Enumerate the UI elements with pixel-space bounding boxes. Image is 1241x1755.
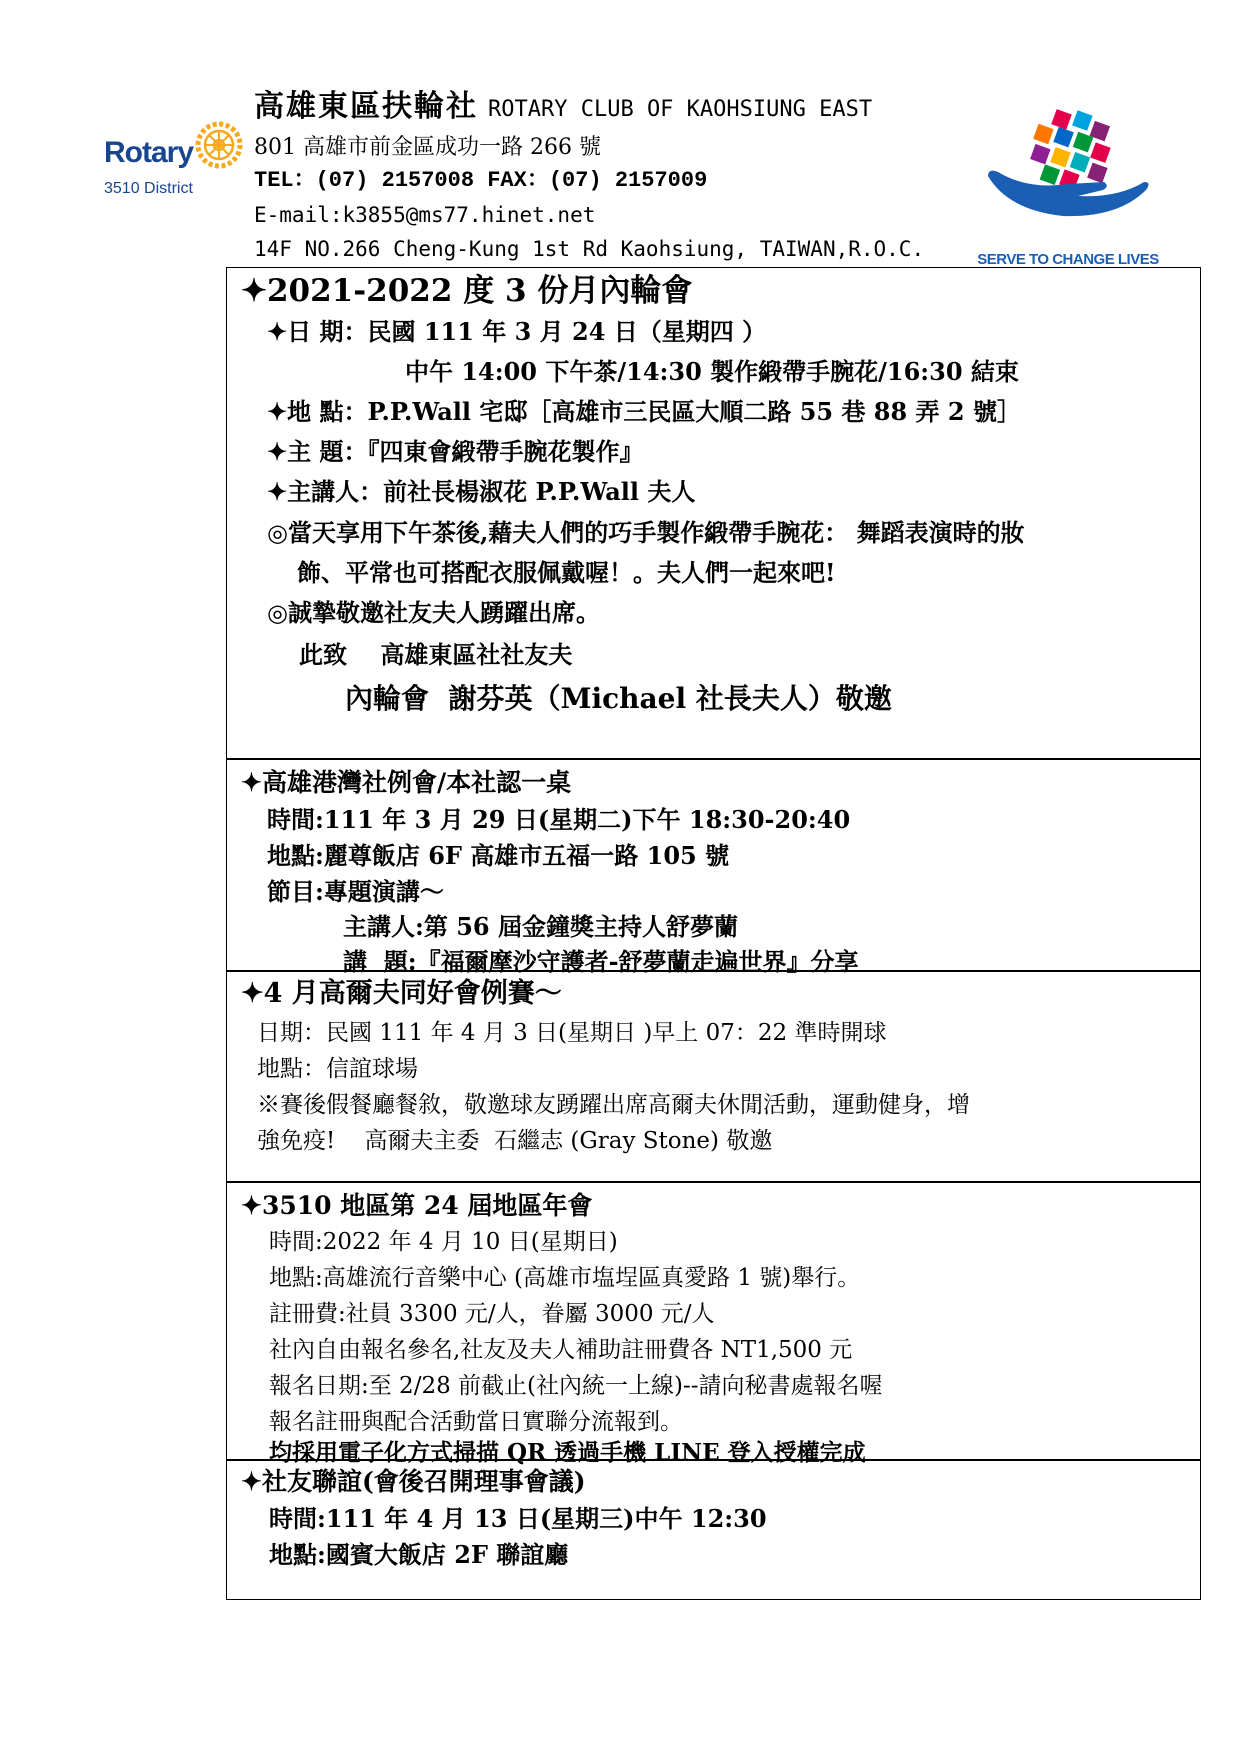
event-topic: 講 題:『福爾摩沙守護者-舒夢蘭走遍世界』分享 [343,947,859,976]
event-subsidy: 社內自由報名參名,社友及夫人補助註冊費各 NT1,500 元 [269,1337,853,1363]
event-time: 時間:111 年 3 月 29 日(星期二)下午 18:30-20:40 [267,805,851,834]
event-topic: ✦主 題：『四東會緞帶手腕花製作』 [267,437,644,466]
section-title: ✦高雄港灣社例會/本社認一桌 [241,768,572,797]
section-title: ✦社友聯誼(會後召開理事會議) [241,1467,586,1496]
serve-to-change-lives-logo [968,98,1168,268]
district-label: 3510 District [104,180,193,197]
section-title: ✦3510 地區第 24 屆地區年會 [241,1191,593,1220]
event-place: ✦地 點：P.P.Wall 宅邸［高雄市三民區大順二路 55 巷 88 弄 2 號］ [267,397,1021,426]
event-place: 地點：信誼球場 [257,1056,418,1082]
event-box-golf [226,971,1201,1182]
section-title: ✦2021-2022 度 3 份月內輪會 [241,273,693,309]
event-time: 中午 14:00 下午茶/14:30 製作緞帶手腕花/16:30 結束 [405,357,1019,386]
rotary-wordmark: Rotary [104,136,194,169]
event-place: 地點:高雄流行音樂中心 (高雄市塩埕區真愛路 1 號)舉行。 [269,1265,861,1291]
theme-slogan: SERVE TO CHANGE LIVES [977,251,1159,268]
event-time: 時間:2022 年 4 月 10 日(星期日) [269,1229,618,1255]
club-tel-fax: TEL：(07) 2157008 FAX：(07) 2157009 [254,168,708,193]
club-email: E-mail:k3855@ms77.hinet.net [254,203,596,227]
event-note-cont: 強免疫! 高爾夫主委 石繼志 (Gray Stone) 敬邀 [257,1128,773,1154]
club-address-en: 14F NO.266 Cheng-Kung 1st Rd Kaohsiung, TAIWAN,R.O.C. [254,237,925,261]
event-date: ✦日 期：民國 111 年 3 月 24 日（星期四 ） [267,317,767,346]
event-invite: ◎誠摯敬邀社友夫人踴躍出席。 [267,598,600,627]
club-name-cn: 高雄東區扶輪社 [254,89,478,124]
event-qr-note: 均採用電子化方式掃描 QR 透過手機 LINE 登入授權完成 [269,1439,866,1466]
event-box-harbor-club [226,759,1201,976]
event-box-fellowship [226,1460,1201,1600]
event-place: 地點:國賓大飯店 2F 聯誼廳 [269,1540,569,1569]
rotary-logo [104,118,234,213]
event-box-women-meeting [226,267,1201,759]
event-deadline: 報名日期:至 2/28 前截止(社內統一上線)--請向秘書處報名喔 [269,1373,883,1399]
club-name-en: ROTARY CLUB OF KAOHSIUNG EAST [488,97,873,122]
event-place: 地點:麗尊飯店 6F 高雄市五福一路 105 號 [267,841,730,870]
signature: 內輪會 謝芬英（Michael 社長夫人）敬邀 [345,682,892,715]
event-checkin: 報名註冊與配合活動當日實聯分流報到。 [269,1409,683,1435]
event-time: 時間:111 年 4 月 13 日(星期三)中午 12:30 [269,1504,767,1533]
event-speaker: ✦主講人：前社長楊淑花 P.P.Wall 夫人 [267,477,696,506]
event-program: 節目:專題演講～ [267,877,444,906]
event-box-district-conference [226,1182,1201,1466]
globe-hand-icon [968,98,1168,238]
event-fee: 註冊費:社員 3300 元/人，眷屬 3000 元/人 [269,1301,715,1327]
event-note-cont: 飾、平常也可搭配衣服佩戴喔！。夫人們一起來吧! [297,558,836,587]
salutation: 此致 高雄東區社社友夫 [299,640,573,669]
section-title: ✦4 月高爾夫同好會例賽～ [241,978,562,1009]
event-note: ◎當天享用下午茶後,藉夫人們的巧手製作緞帶手腕花： 舞蹈表演時的妝 [267,518,1025,547]
event-date: 日期：民國 111 年 4 月 3 日(星期日 )早上 07：22 準時開球 [257,1020,887,1046]
event-note: ※賽後假餐廳餐敘，敬邀球友踴躍出席高爾夫休閒活動，運動健身，增 [257,1092,970,1118]
rotary-wheel-icon [192,118,246,172]
event-speaker: 主講人:第 56 屆金鐘獎主持人舒夢蘭 [343,912,738,941]
club-address: 801 高雄市前金區成功一路 266 號 [254,135,601,160]
